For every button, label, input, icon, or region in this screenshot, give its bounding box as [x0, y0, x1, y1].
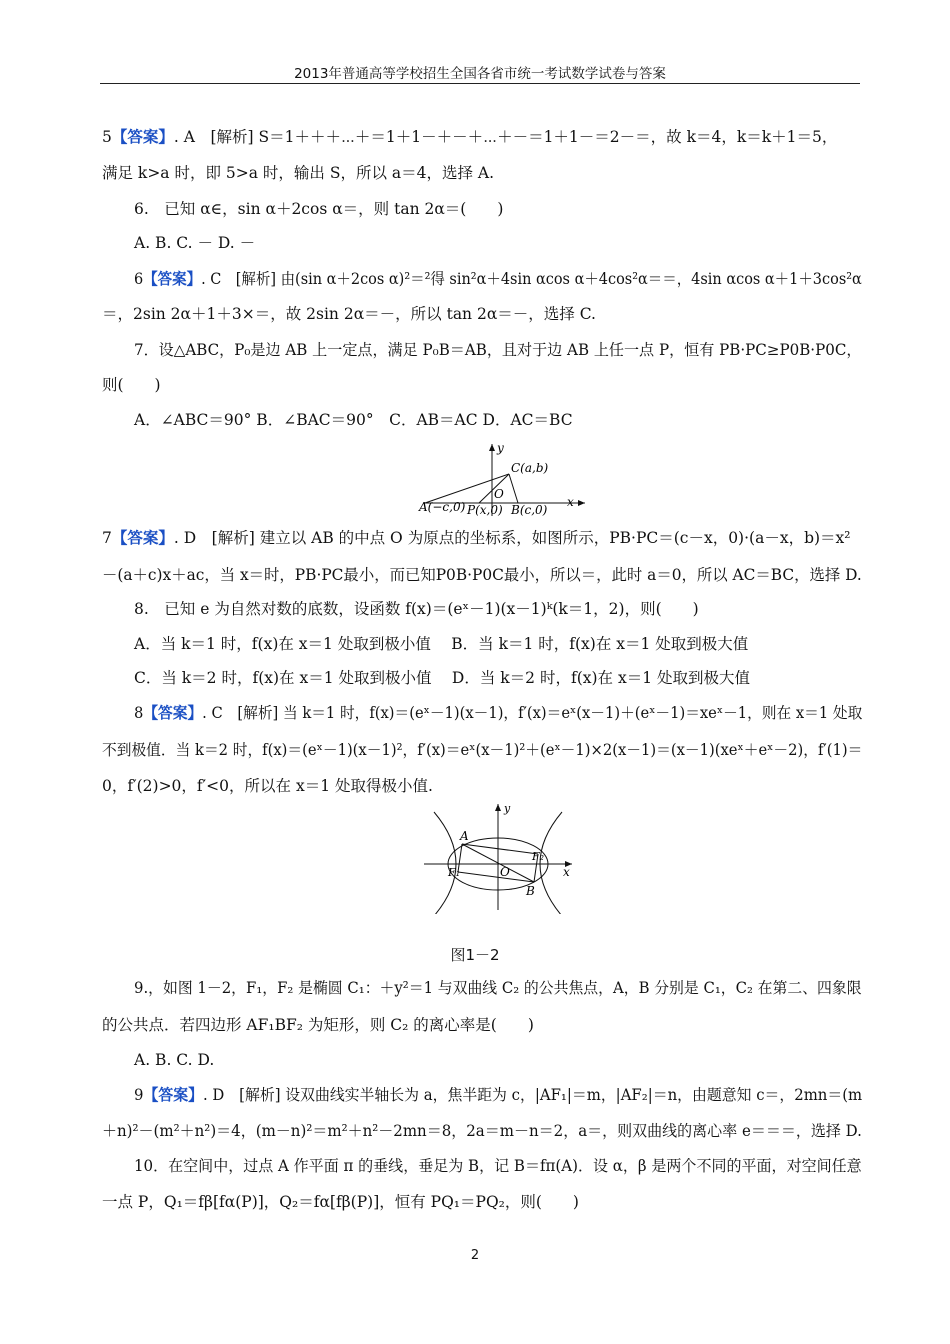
answer-tag: 【答案】	[143, 1086, 203, 1104]
figure-caption: 图1－2	[450, 946, 500, 964]
text-line: 0，f′(2)>0，f′<0，所以在 x＝1 处取得极小值.	[102, 777, 433, 795]
text-line: ＋n)²－(m²＋n²)＝4，(m－n)²＝m²＋n²－2mn＝8，2a＝m－n＝2，a＝，则双曲线的离心率 e＝＝＝，选择 D.	[102, 1122, 862, 1140]
figure-coordinate-triangle	[415, 440, 595, 520]
option-8-cd: C．当 k＝2 时，f(x)在 x＝1 处取到极小值 D．当 k＝2 时，f(x)在 x＝1 处取到极大值	[134, 669, 750, 687]
option-8-ab: A．当 k＝1 时，f(x)在 x＝1 处取到极小值 B．当 k＝1 时，f(x)在 x＝1 处取到极大值	[134, 635, 749, 653]
question-10: 10．在空间中，过点 A 作平面 π 的垂线，垂足为 B，记 B＝fπ(A)．设 α，β 是两个不同的平面，对空间任意	[134, 1157, 862, 1175]
question-6: 6. 已知 α∈，sin α＋2cos α＝，则 tan 2α＝( )	[134, 200, 504, 218]
fig2-focus-f1: F₁	[448, 866, 461, 879]
answer-tag: 【答案】	[111, 529, 174, 547]
text-line: －(a＋c)x＋ac，当 x＝时，PB·PC最小，而已知P0B·P0C最小，所以＝，此时 a＝0，所以 AC＝BC，选择 D.	[102, 566, 862, 584]
page-number: 2	[470, 1248, 480, 1263]
answer-tag: 【答案】	[111, 128, 174, 146]
fig1-y-label: y	[497, 441, 504, 455]
fig1-x-label: x	[567, 495, 574, 509]
text-line: 5【答案】. A [解析] S＝1＋＋＋⋯＋＝1＋1－＋－＋⋯＋－＝1＋1－＝2－＝，故 k＝4，k＝k＋1＝5，	[102, 128, 838, 146]
answer-tag: 【答案】	[143, 704, 203, 722]
options-6: A. B. C. － D. －	[134, 234, 256, 252]
fig1-point-p: P(x,0)	[467, 503, 503, 517]
text-line: 6【答案】. C [解析] 由(sin α＋2cos α)²＝²得 sin²α＋4sin αcos α＋4cos²α＝＝，4sin αcos α＋1＋3cos²α	[134, 270, 862, 288]
fig2-y-label: y	[504, 802, 511, 815]
figure-ellipse-hyperbola	[420, 802, 580, 914]
answer-tag: 【答案】	[143, 270, 202, 288]
options-7: A．∠ABC＝90° B．∠BAC＝90° C．AB＝AC D．AC＝BC	[134, 411, 573, 429]
text-line: 8【答案】. C [解析] 当 k＝1 时，f(x)＝(eˣ－1)(x－1)，f′(x)＝eˣ(x－1)＋(eˣ－1)＝xeˣ－1，则在 x＝1 处取	[134, 704, 863, 722]
fig2-point-a: A	[460, 829, 469, 843]
fig2-origin: O	[500, 865, 510, 879]
text-line: 9【答案】. D [解析] 设双曲线实半轴长为 a，焦半距为 c，|AF₁|＝m，|AF₂|＝n，由题意知 c＝，2mn＝(m	[134, 1086, 863, 1104]
question-7: 7．设△ABC，P₀是边 AB 上一定点，满足 P₀B＝AB，且对于边 AB 上任一点 P，恒有 PB·PC≥P0B·P0C，	[134, 341, 862, 359]
fig2-x-label: x	[563, 865, 570, 879]
header-rule	[100, 83, 860, 84]
fig1-point-c: C(a,b)	[511, 461, 549, 475]
fig2-focus-f2: F₂	[532, 850, 545, 863]
question-9: 9.，如图 1－2，F₁，F₂ 是椭圆 C₁：＋y²＝1 与双曲线 C₂ 的公共焦点，A，B 分别是 C₁，C₂ 在第二、四象限	[134, 979, 862, 997]
text-line: 7【答案】. D [解析] 建立以 AB 的中点 O 为原点的坐标系，如图所示，PB·PC＝(c－x，0)·(a－x，b)＝x²	[102, 529, 851, 547]
fig2-point-b: B	[526, 884, 535, 898]
question-8: 8. 已知 e 为自然对数的底数，设函数 f(x)＝(eˣ－1)(x－1)ᵏ(k＝1，2)，则( )	[134, 600, 699, 618]
text-line: 的公共点．若四边形 AF₁BF₂ 为矩形，则 C₂ 的离心率是( )	[102, 1016, 534, 1034]
fig1-origin: O	[494, 487, 504, 501]
text-line: ＝，2sin 2α＋1＋3×＝，故 2sin 2α＝－，所以 tan 2α＝－，选择 C.	[102, 305, 596, 323]
fig1-point-a: A(−c,0)	[419, 500, 466, 514]
options-9: A. B. C. D.	[134, 1051, 215, 1069]
text-line: 不到极值．当 k＝2 时，f(x)＝(eˣ－1)(x－1)²，f′(x)＝eˣ(x－1)²＋(eˣ－1)×2(x－1)＝(x－1)(xeˣ＋eˣ－2)，f′(1)＝	[102, 741, 863, 759]
text-line: 则( )	[102, 376, 161, 394]
page-header: 2013年普通高等学校招生全国各省市统一考试数学试卷与答案	[294, 66, 666, 82]
fig1-point-b: B(c,0)	[511, 503, 548, 517]
text-line: 满足 k>a 时，即 5>a 时，输出 S，所以 a＝4，选择 A.	[102, 164, 495, 182]
text-line: 一点 P，Q₁＝fβ[fα(P)]，Q₂＝fα[fβ(P)]，恒有 PQ₁＝PQ₂，则( )	[102, 1193, 579, 1211]
